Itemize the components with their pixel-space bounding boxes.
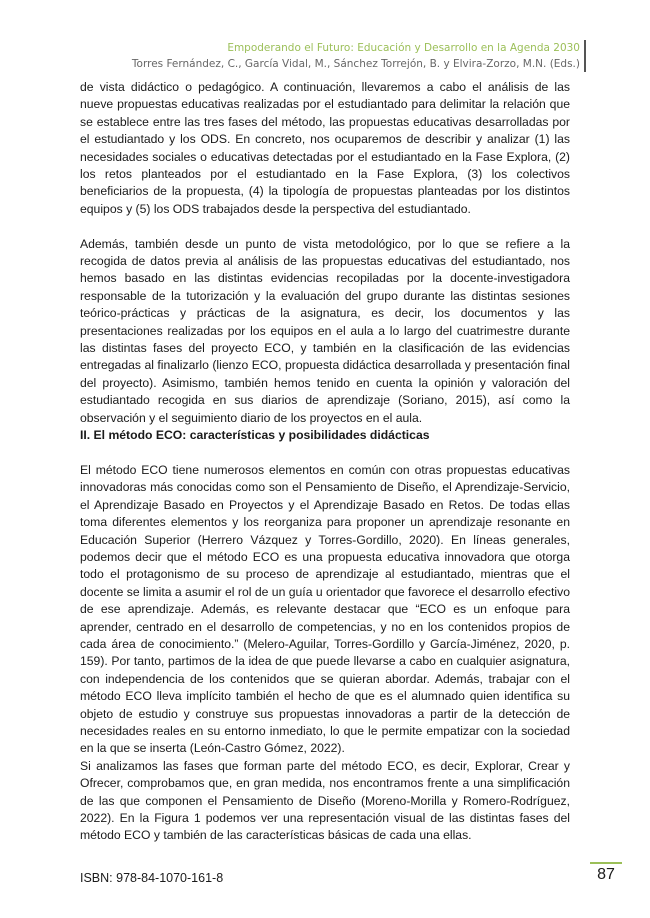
page-number: 87 bbox=[597, 866, 615, 883]
main-text bbox=[80, 79, 570, 845]
header-divider bbox=[584, 40, 586, 72]
running-header bbox=[132, 40, 580, 72]
book-editors: Torres Fernández, C., García Vidal, M., Sánchez Torrejón, B. y Elvira-Zorzo, M.N. (Eds.) bbox=[131, 58, 580, 70]
isbn-footer: ISBN: 978-84-1070-161-8 bbox=[80, 871, 224, 885]
paragraph-4: Si analizamos las fases que forman parte del método ECO, es decir, Explorar, Crear y Ofrecer, comprobamos que, en gran medida, nos encontramos frente a una simplificación de las que componen el Pensamiento de Diseño (Moreno-Morilla y Romero-Rodríguez, 2022). En la Figura 1 podemos ver una representación visual de las distintas fases del método ECO y también de las características básicas de cada una ellas. bbox=[80, 758, 570, 843]
page-number-divider bbox=[590, 862, 622, 864]
book-title: Empoderando el Futuro: Educación y Desarrollo en la Agenda 2030 bbox=[227, 42, 580, 54]
section-heading: II. El método ECO: características y posibilidades didácticas bbox=[80, 428, 430, 443]
paragraph-1: de vista didáctico o pedagógico. A continuación, llevaremos a cabo el análisis de las nueve propuestas educativas realizadas por el estudiantado para delimitar la relación que se establece entre las tres fases del método, las propuestas educativas desarrolladas por el estudiantado y los ODS. En concreto, nos ocuparemos de describir y analizar (1) las necesidades sociales o educativas detectadas por el estudiantado en la Fase Explora, (2) los retos planteados por el estudiantado en la Fase Explora, (3) los colectivos beneficiarios de la propuesta, (4) la tipología de propuestas planteadas por los distintos equipos y (5) los ODS trabajados desde la perspectiva del estudiantado. bbox=[80, 80, 570, 216]
paragraph-2: Además, también desde un punto de vista metodológico, por lo que se refiere a la recogida de datos previa al análisis de las propuestas educativas del estudiantado, nos hemos basado en las distintas evidencias recopiladas por la docente-investigadora responsable de la tutorización y la evaluación del grupo durante las distintas sesiones teórico-prácticas y prácticas de la asignatura, es decir, los documentos y las presentaciones realizadas por los equipos en el aula a lo largo del cuatrimestre durante las distintas fases del proyecto ECO, y también en la clasificación de las evidencias entregadas al finalizarlo (lienzo ECO, propuesta didáctica desarrollada y presentación final del proyecto). Asimismo, también hemos tenido en cuenta la opinión y valoración del estudiantado recogida en sus diarios de aprendizaje (Soriano, 2015), así como la observación y el seguimiento diario de los proyectos en el aula. bbox=[80, 236, 570, 425]
paragraph-3: El método ECO tiene numerosos elementos en común con otras propuestas educativas innovadoras más conocidas como son el Pensamiento de Diseño, el Aprendizaje-Servicio, el Aprendizaje Basado en Proyectos y el Aprendizaje Basado en Retos. De todas ellas toma diferentes elementos y los reorganiza para proponer un aprendizaje resonante en Educación Superior (Herrero Vázquez y Torres-Gordillo, 2020). En líneas generales, podemos decir que el método ECO es una propuesta educativa innovadora que otorga todo el protagonismo de su proceso de aprendizaje al estudiantado, mientras que el docente se limita a asumir el rol de un guía u orientador que favorece el desarrollo efectivo de ese aprendizaje. Además, es relevante destacar que “ECO es un enfoque para aprender, centrado en el desarrollo de competencias, y no en los contenidos propios de cada área de conocimiento.” (Melero-Aguilar, Torres-Gordillo y García-Jiménez, 2020, p. 159). Por tanto, partimos de la idea de que puede llevarse a cabo en cualquier asignatura, con independencia de los contenidos que se quieran abordar. Además, trabajar con el método ECO lleva implícito también el hecho de que es el alumnado quien identifica su objeto de estudio y construye sus propuestas innovadoras a partir de la detección de necesidades reales en su entorno inmediato, lo que le permite empatizar con la sociedad en la que se inserta (León-Castro Gómez, 2022). bbox=[80, 462, 570, 756]
